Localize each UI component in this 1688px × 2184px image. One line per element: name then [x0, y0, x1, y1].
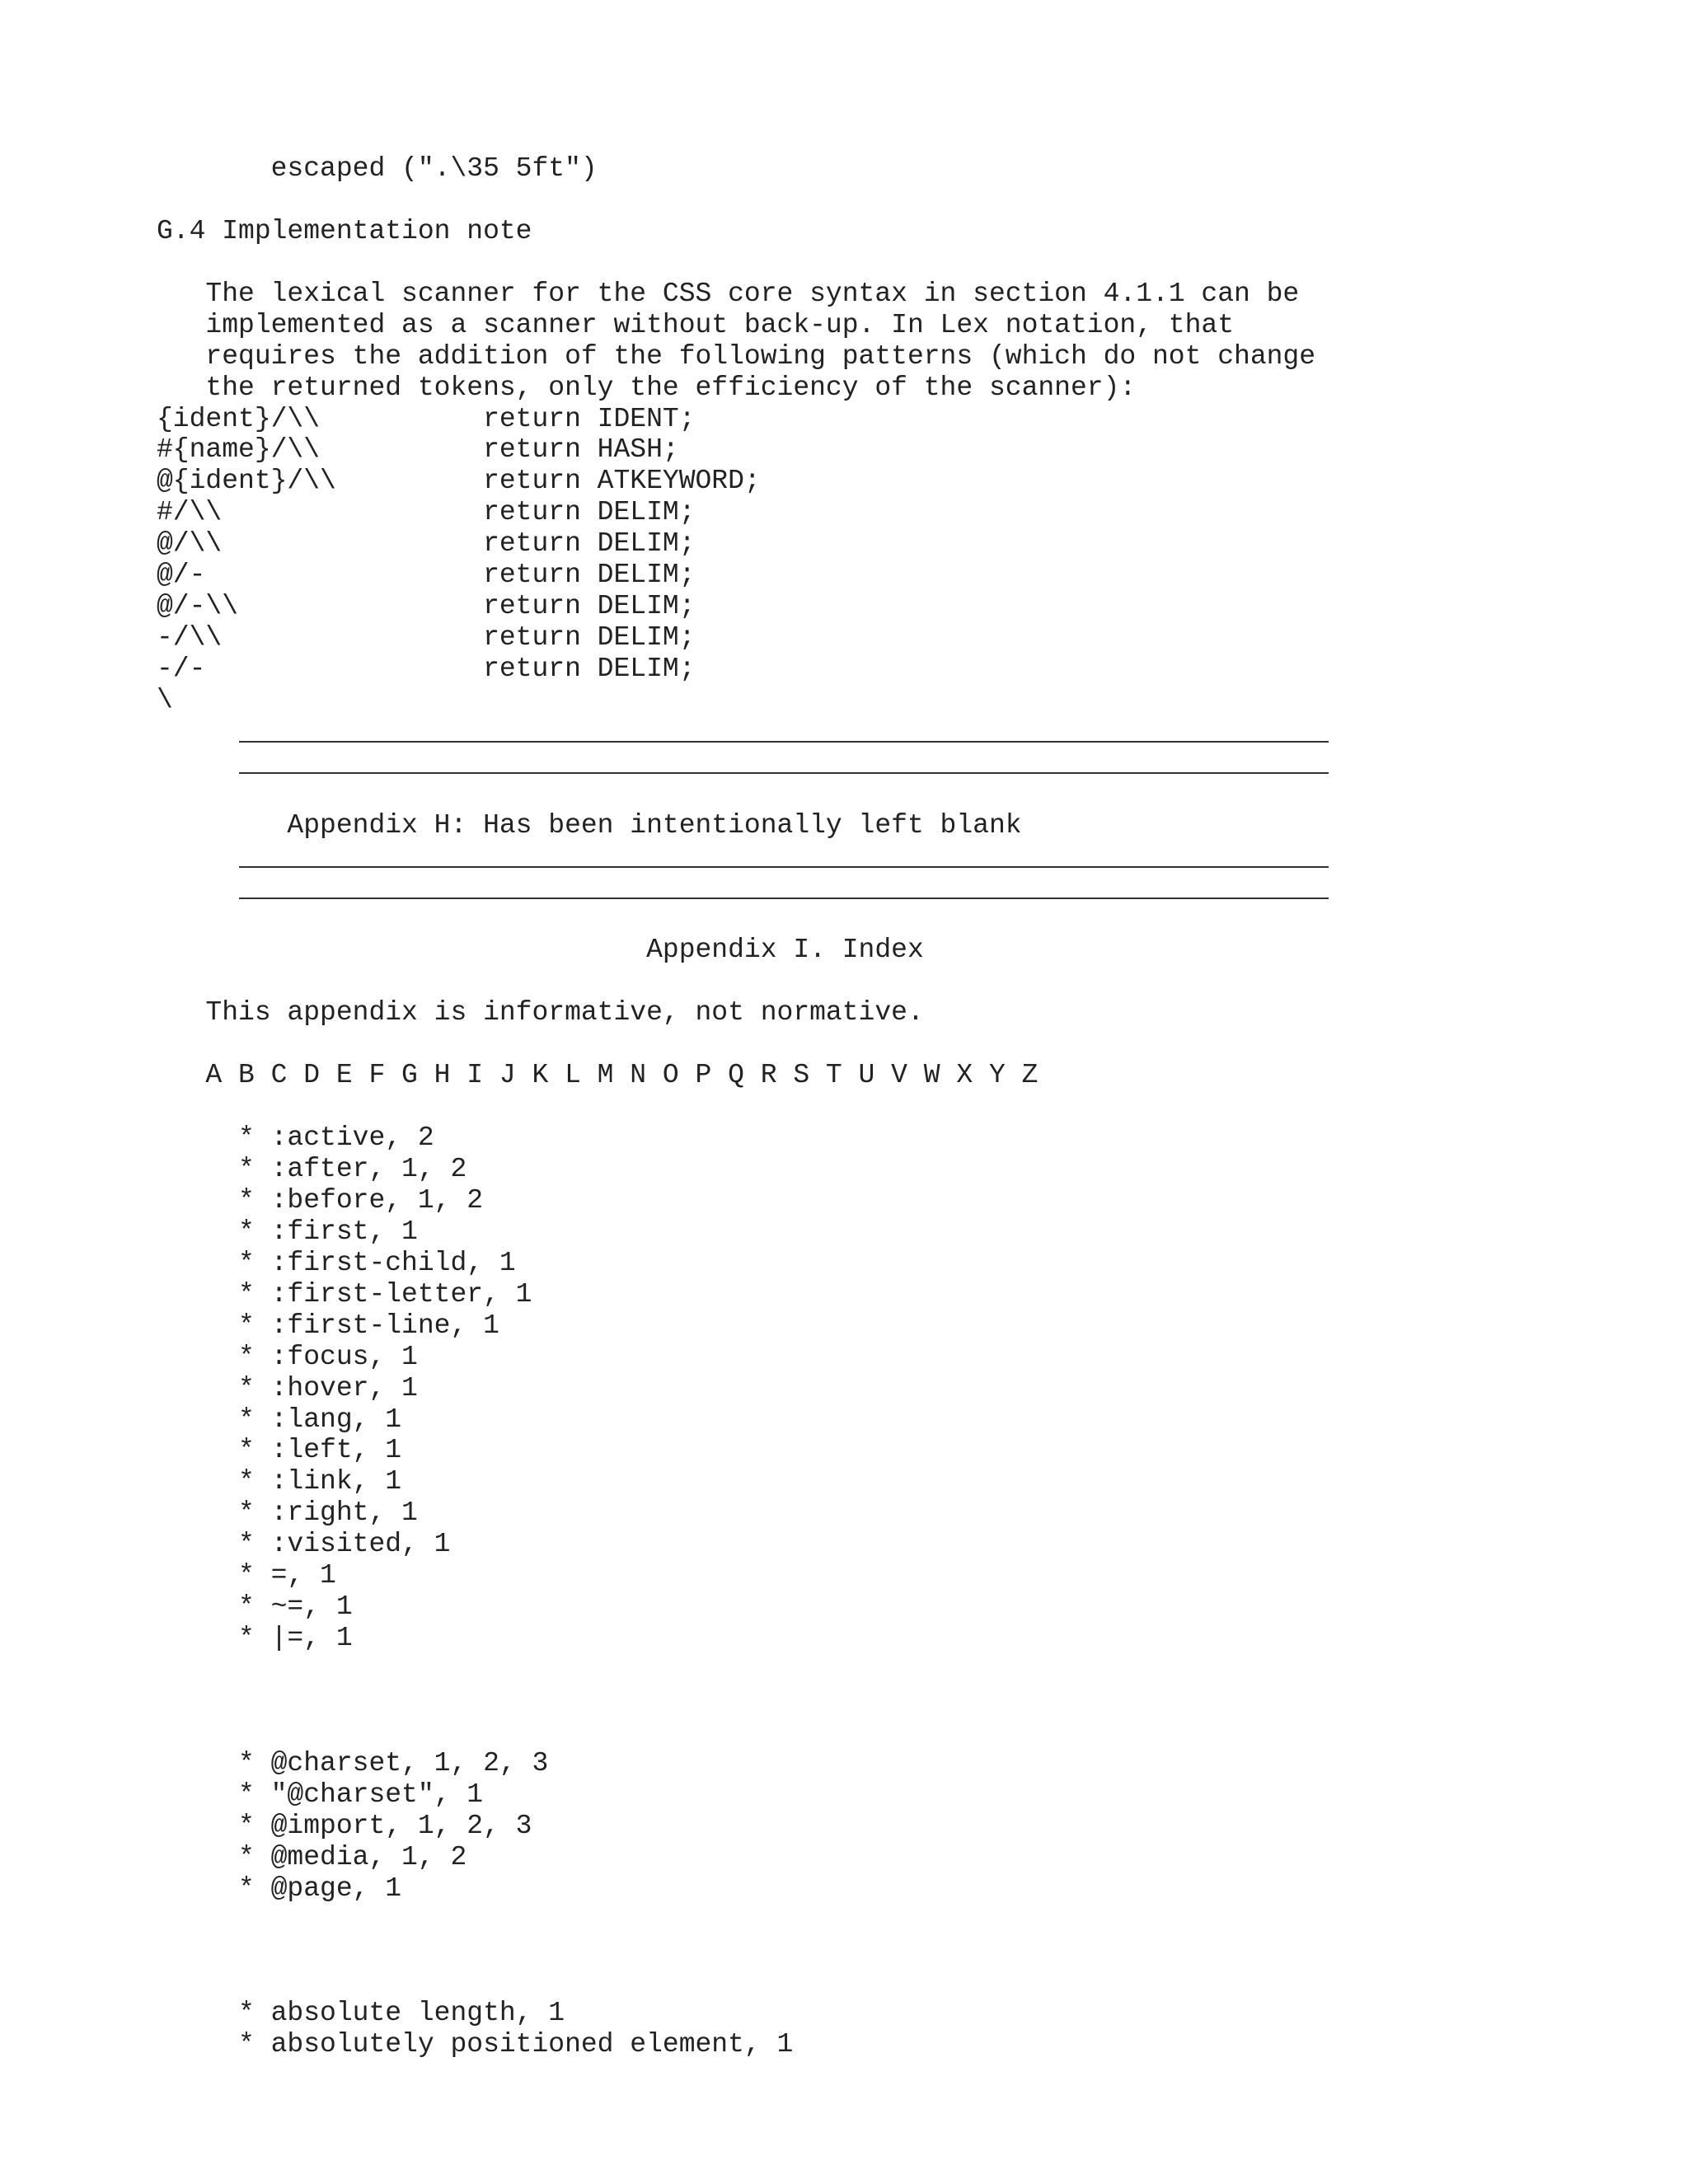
text-line: escaped (".\35 5ft") [157, 153, 598, 184]
text-line: @/\\ return DELIM; [157, 528, 696, 560]
text-line: -/\\ return DELIM; [157, 622, 696, 654]
text-line: The lexical scanner for the CSS core syntax in section 4.1.1 can be [157, 278, 1300, 309]
text-line: Appendix I. Index [157, 935, 924, 966]
text-line [157, 1029, 1315, 1060]
text-line: * @charset, 1, 2, 3 [157, 1747, 549, 1779]
text-line: * :first, 1 [157, 1216, 418, 1247]
text-line [157, 247, 1315, 279]
text-line: * "@charset", 1 [157, 1779, 484, 1810]
text-line [157, 1654, 1315, 1685]
text-line: * |=, 1 [157, 1623, 353, 1654]
text-line [157, 779, 1315, 810]
text-line: * absolutely positioned element, 1 [157, 2029, 794, 2060]
text-line: * :link, 1 [157, 1466, 402, 1497]
text-line: #{name}/\\ return HASH; [157, 434, 679, 466]
text-line: * :visited, 1 [157, 1529, 451, 1560]
text-line: * :active, 2 [157, 1122, 434, 1154]
text-line: A B C D E F G H I J K L M N O P Q R S T U V W X Y Z [157, 1060, 1039, 1091]
text-line: * =, 1 [157, 1560, 336, 1591]
text-line: * @media, 1, 2 [157, 1841, 467, 1872]
document-text [157, 153, 1315, 2060]
text-line [157, 1717, 1315, 1748]
text-line: * :before, 1, 2 [157, 1184, 484, 1216]
text-line [157, 716, 1315, 748]
text-line [157, 1685, 1315, 1717]
text-line: requires the addition of the following patterns (which do not change [157, 340, 1316, 372]
text-line: G.4 Implementation note [157, 215, 532, 246]
text-line [157, 748, 1315, 779]
text-line: * :left, 1 [157, 1435, 402, 1466]
text-line [157, 1935, 1315, 1966]
text-line [157, 904, 1315, 935]
text-line [157, 1966, 1315, 1998]
text-line [157, 1905, 1315, 1936]
text-line: * :focus, 1 [157, 1341, 418, 1372]
text-line: * :lang, 1 [157, 1404, 402, 1435]
text-line: \ [157, 684, 173, 715]
text-line [157, 966, 1315, 997]
text-line: * :hover, 1 [157, 1372, 418, 1404]
text-line: @/- return DELIM; [157, 560, 696, 591]
text-line: * :right, 1 [157, 1497, 418, 1529]
text-line [157, 1091, 1315, 1122]
text-line: {ident}/\\ return IDENT; [157, 403, 696, 434]
text-line: * @import, 1, 2, 3 [157, 1810, 532, 1841]
text-line: This appendix is informative, not normative. [157, 997, 924, 1029]
text-line: * @page, 1 [157, 1872, 402, 1904]
text-line: the returned tokens, only the efficiency of the scanner): [157, 372, 1137, 403]
text-line: #/\\ return DELIM; [157, 497, 696, 528]
text-line: Appendix H: Has been intentionally left blank [157, 809, 1022, 841]
text-line: -/- return DELIM; [157, 654, 696, 684]
text-line: @{ident}/\\ return ATKEYWORD; [157, 466, 761, 497]
text-line: @/-\\ return DELIM; [157, 591, 696, 622]
text-line: * :first-letter, 1 [157, 1278, 532, 1310]
horizontal-rule [239, 866, 1329, 868]
text-line: implemented as a scanner without back-up. In Lex notation, that [157, 309, 1235, 340]
text-line: * :first-line, 1 [157, 1310, 499, 1341]
horizontal-rule [239, 741, 1329, 743]
horizontal-rule [239, 898, 1329, 899]
text-line [157, 185, 1315, 216]
text-line: * :after, 1, 2 [157, 1154, 467, 1184]
text-line: * :first-child, 1 [157, 1247, 516, 1278]
horizontal-rule [239, 772, 1329, 774]
text-line: * ~=, 1 [157, 1591, 353, 1623]
text-line: * absolute length, 1 [157, 1998, 565, 2029]
